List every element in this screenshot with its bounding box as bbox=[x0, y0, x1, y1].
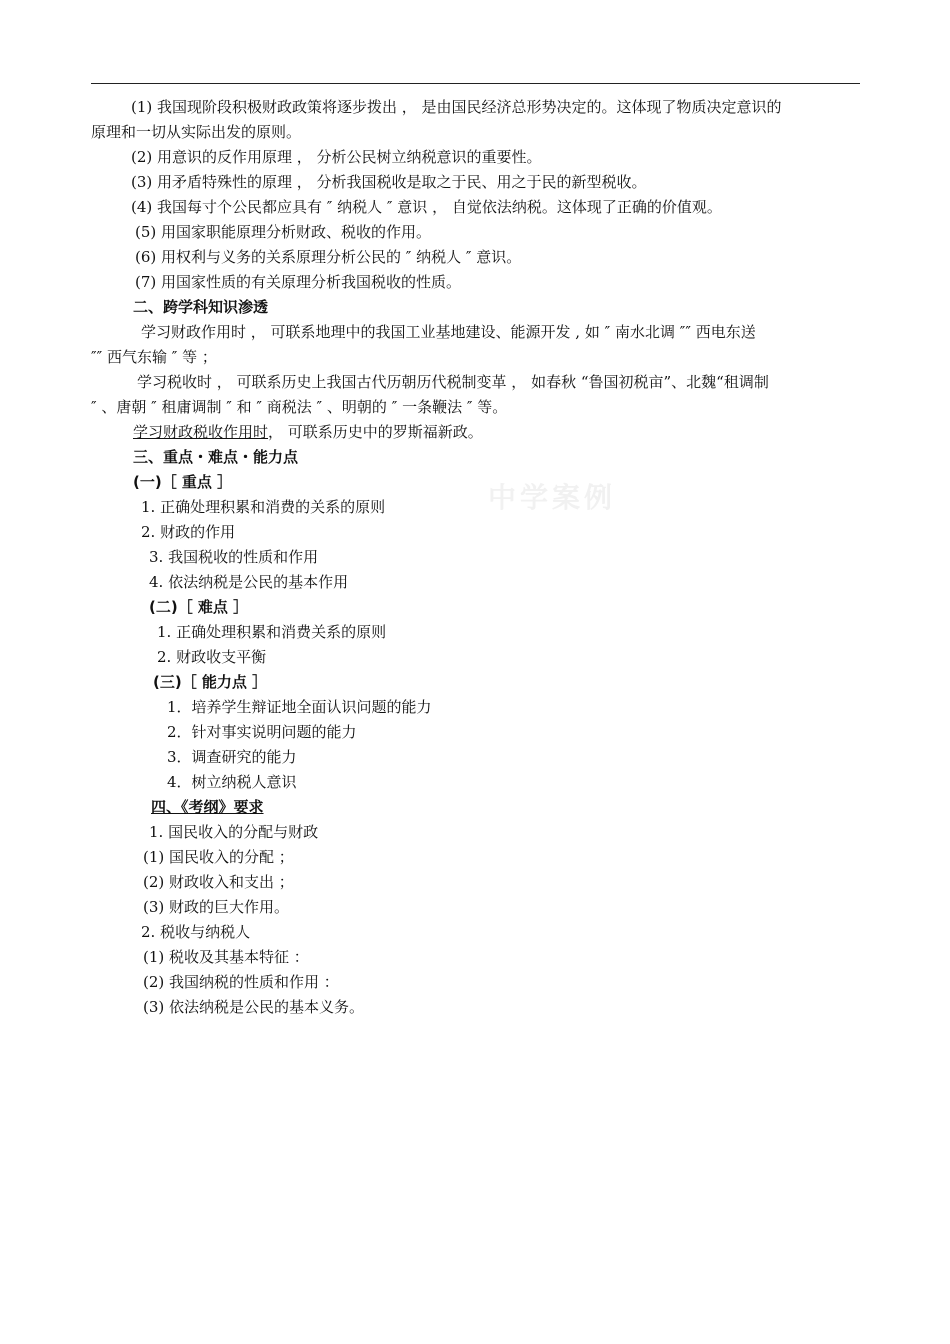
section-4-item-4: (3) 财政的巨大作用。 bbox=[143, 898, 290, 916]
section-2-line-3: 学习税收时 ， 可联系历史上我国古代历朝历代税制变革 ， 如春秋 “鲁国初税亩”、北魏“租调制 bbox=[137, 373, 769, 391]
section-4-item-2: (1) 国民收入的分配 ； bbox=[143, 848, 294, 866]
sub-3-item-3: 3．调查研究的能力 bbox=[167, 748, 297, 766]
section-2-line-4: ″ 、唐朝 ″ 租庸调制 ″ 和 ″ 商税法 ″ 、明朝的 ″ 一条鞭法 ″ 等。 bbox=[91, 398, 508, 416]
sub-3-item-1: 1．培养学生辩证地全面认识问题的能力 bbox=[167, 698, 432, 716]
sub-1-item-1: 1. 正确处理积累和消费的关系的原则 bbox=[141, 498, 386, 516]
sub-1-item-4: 4. 依法纳税是公民的基本作用 bbox=[149, 573, 349, 591]
watermark: 中学案例 bbox=[488, 481, 617, 514]
section-4-item-1: 1. 国民收入的分配与财政 bbox=[149, 823, 319, 841]
sub-3-item-4: 4．树立纳税人意识 bbox=[167, 773, 297, 791]
item-5: (5) 用国家职能原理分析财政、税收的作用。 bbox=[135, 223, 432, 241]
section-2-title: 二、跨学科知识渗透 bbox=[133, 298, 269, 316]
section-2-line-2: ″″ 西气东输 ″ 等 ； bbox=[91, 348, 217, 366]
sub-1-item-2: 2. 财政的作用 bbox=[141, 523, 236, 541]
section-4-item-5: 2. 税收与纳税人 bbox=[141, 923, 251, 941]
item-1-line-2: 原理和一切从实际出发的原则。 bbox=[91, 123, 302, 141]
sub-3-item-2: 2．针对事实说明问题的能力 bbox=[167, 723, 357, 741]
section-4-item-3: (2) 财政收入和支出 ； bbox=[143, 873, 294, 891]
section-4-item-8: (3) 依法纳税是公民的基本义务。 bbox=[143, 998, 365, 1016]
sub-1-item-3: 3. 我国税收的性质和作用 bbox=[149, 548, 319, 566]
item-1-line-1: (1) 我国现阶段积极财政政策将逐步拨出 ， 是由国民经济总形势决定的。这体现了物质决定意识的 bbox=[131, 98, 782, 116]
item-7: (7) 用国家性质的有关原理分析我国税收的性质。 bbox=[135, 273, 462, 291]
section-2-line-5 bbox=[133, 422, 483, 442]
item-3: (3) 用矛盾特殊性的原理 ， 分析我国税收是取之于民、用之于民的新型税收。 bbox=[131, 173, 647, 191]
item-6: (6) 用权利与义务的关系原理分析公民的 ″ 纳税人 ″ 意识。 bbox=[135, 248, 522, 266]
section-4-item-7: (2) 我国纳税的性质和作用 ： bbox=[143, 973, 339, 991]
section-4-item-6: (1) 税收及其基本特征 ： bbox=[143, 948, 309, 966]
section-3-title: 三、重点・难点・能力点 bbox=[133, 448, 299, 466]
section-2-line-1: 学习财政作用时 ， 可联系地理中的我国工业基地建设、能源开发 , 如 ″ 南水北调 ″″ 西电东送 bbox=[141, 323, 756, 341]
sub-2-item-2: 2. 财政收支平衡 bbox=[157, 648, 267, 666]
item-4: (4) 我国每寸个公民都应具有 ″ 纳税人 ″ 意识 ， 自觉依法纳税。这体现了正确的价值观。 bbox=[131, 198, 722, 216]
sub-1-title: (一)［ 重点 ］ bbox=[133, 473, 233, 491]
sub-2-title: (二)［ 难点 ］ bbox=[149, 598, 249, 616]
sub-2-item-1: 1. 正确处理积累和消费关系的原则 bbox=[157, 623, 387, 641]
section-2-line-5-rest: ， 可联系历史中的罗斯福新政。 bbox=[268, 423, 483, 441]
underlined-phrase: 学习财政税收作用时 bbox=[133, 423, 269, 441]
item-2: (2) 用意识的反作用原理 ， 分析公民树立纳税意识的重要性。 bbox=[131, 148, 542, 166]
section-4-title: 四、《考纲》要求 bbox=[151, 798, 264, 816]
header-rule bbox=[91, 83, 860, 84]
sub-3-title: (三)［ 能力点 ］ bbox=[153, 673, 268, 691]
